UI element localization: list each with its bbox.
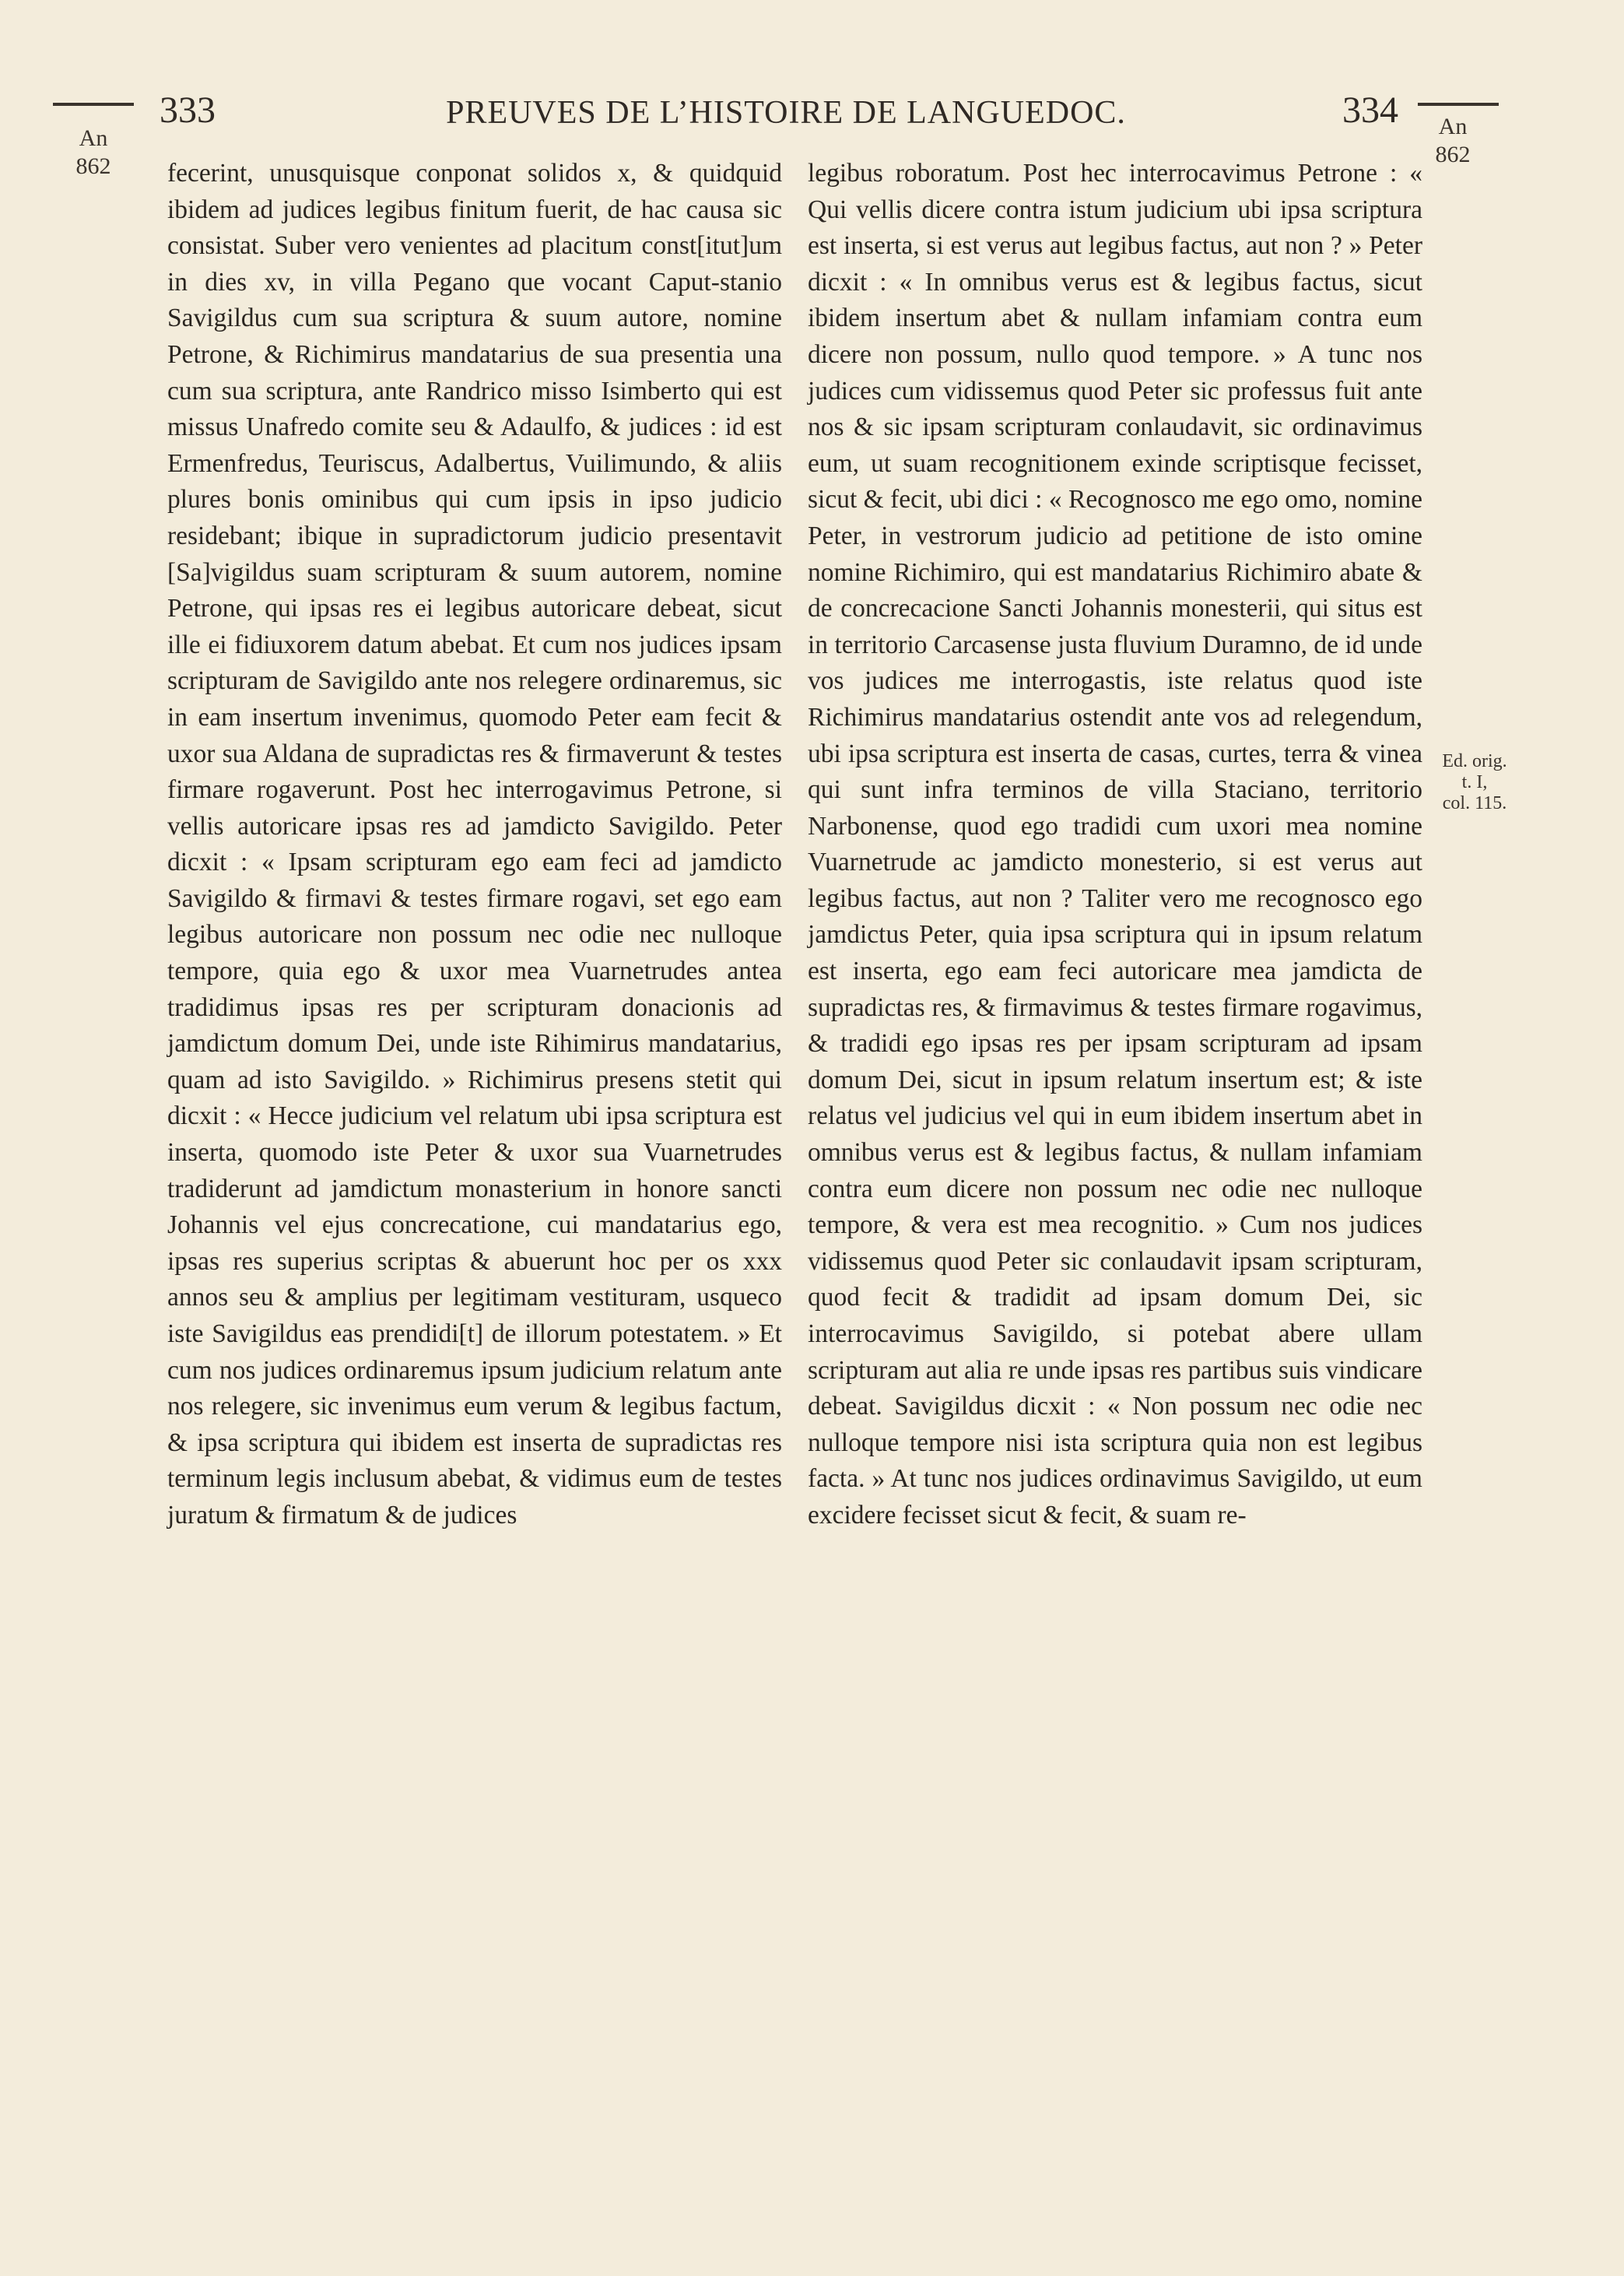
citation-line: t. I, [1461,772,1488,792]
margin-year-left [62,125,125,181]
running-title: PREUVES DE L’HISTOIRE DE LANGUEDOC. [446,95,1126,131]
margin-year-value: 862 [1435,142,1471,167]
text-column-right [808,156,1422,1534]
citation-line: Ed. orig. [1442,751,1507,771]
page-number-right: 334 [1342,90,1398,131]
header-rule-left [53,103,134,106]
marginal-citation [1424,751,1525,814]
column-paragraph: fecerint, unusquisque conponat solidos x, & quidquid ibidem ad judices legibus finitum fuerit, de hac causa sic consistat. Suber vero venientes ad placitum const[itut]um in dies xv, in villa Pegano que vocant Caput-stanio Savigildus cum sua scriptura & suum autore, nomine Petrone, & Richimirus mandatarius de sua presentia una cum sua scriptura, ante Randrico misso Isimberto qui est missus Unafredo comite seu & Adaulfo, & judices : id est Ermenfredus, Teuriscus, Adalbertus, Vuilimundo, & aliis plures bonis ominibus qui cum ipsis in ipso judicio residebant; ibique in supradictorum judicio presentavit [Sa]vigildus suam scripturam & suum autorem, nomine Petrone, qui ipsas res ei legibus autoricare debeat, sicut ille ei fidiuxorem datum abebat. Et cum nos judices ipsam scripturam de Savigildo ante nos relegere ordinaremus, sic in eam insertum invenimus, quomodo Peter eam fecit & uxor sua Aldana de supradictas res & firmaverunt & testes firmare rogaverunt. Post hec interrogavimus Petrone, si vellis autoricare ipsas res ad jamdicto Savigildo. Peter dicxit : « Ipsam scripturam ego eam feci ad jamdicto Savigildo & firmavi & testes firmare rogavi, set ego eam legibus autoricare non possum nec odie nec nulloque tempore, quia ego & uxor mea Vuarnetrudes antea tradidimus ipsas res per scripturam donacionis ad jamdictum domum Dei, unde iste Rihimirus mandatarius, quam ad isto Savigildo. » Richimirus presens stetit qui dicxit : « Hecce judicium vel relatum ubi ipsa scriptura est inserta, quomodo iste Peter & uxor sua Vuarnetrudes tradiderunt ad jamdictum monasterium in honore sancti Johannis vel ejus concrecatione, cui mandatarius ego, ipsas res superius scriptas & abuerunt hoc per os xxx annos seu & amplius per legitimam vestituram, usqueco iste Savigildus eas prendidi[t] de illorum potestatem. » Et cum nos judices ordinaremus ipsum judicium relatum ante nos relegere, sic invenimus eum verum & legibus factum, & ipsa scriptura qui ibidem est inserta de supradictas res terminum legis inclusum abebat, & vidimus eum de testes juratum & firmatum & de judices [167,159,782,1530]
margin-year-value: 862 [75,153,111,179]
margin-year-label: An [79,125,108,151]
text-column-left [167,156,782,1534]
citation-line: col. 115. [1442,793,1507,813]
page-number-left: 333 [160,90,216,131]
margin-year-right [1422,113,1484,169]
column-paragraph: legibus roboratum. Post hec interrocavimus Petrone : « Qui vellis dicere contra istum judicium ubi ipsa scriptura est inserta, si est verus aut legibus factus, aut non ? » Peter dicxit : « In omnibus verus est & legibus factus, sicut ibidem insertum abet & nullam infamiam contra eum dicere non possum, nullo quod tempore. » A tunc nos judices cum vidissemus quod Peter sic professus fuit ante nos & sic ipsam scripturam conlaudavit, sic ordinavimus eum, ut suam recognitionem exinde scriptisque fecisset, sicut & fecit, ubi dici : « Recognosco me ego omo, nomine Peter, in vestrorum judicio ad petitione de isto omine nomine Richimiro, qui est mandatarius Richimiro abate & de concrecacione Sancti Johannis monesterii, qui situs est in territorio Carcasense justa fluvium Duramno, de id unde vos judices me interrogastis, iste relatus quod iste Richimirus mandatarius ostendit ante vos ad relegendum, ubi ipsa scriptura est inserta de casas, curtes, terra & vinea qui sunt infra terminos de villa Staciano, territorio Narbonense, quod ego tradidi cum uxori mea nomine Vuarnetrude ac jamdicto monesterio, si est verus aut legibus factus, aut non ? Taliter vero me recognosco ego jamdictus Peter, quia ipsa scriptura qui in ipsum relatum est inserta, ego eam feci autoricare mea jamdicta de supradictas res, & firmavimus & testes firmare rogavimus, & tradidi ego ipsas res per ipsam scripturam ad ipsam domum Dei, sicut in ipsum relatum insertum est; & iste relatus vel judicius vel qui in eum ibidem insertum abet in omnibus verus est & legibus factus, & nullam infamiam contra eum dicere non possum nec odie nec nulloque tempore, & vera est mea recognitio. » Cum nos judices vidissemus quod Peter sic conlaudavit ipsam scripturam, quod fecit & tradidit ad ipsam domum Dei, sic interrocavimus Savigildo, si potebat abere ullam scripturam aut alia re unde ipsas res partibus suis vindicare debeat. Savigildus dicxit : « Non possum nec odie nec nulloque tempore nisi ista scriptura quia non est legibus facta. » At tunc nos judices ordinavimus Savigildo, ut eum excidere fecisset sicut & fecit, & suam re- [808,159,1422,1530]
header-rule-right [1418,103,1499,106]
margin-year-label: An [1438,114,1468,139]
